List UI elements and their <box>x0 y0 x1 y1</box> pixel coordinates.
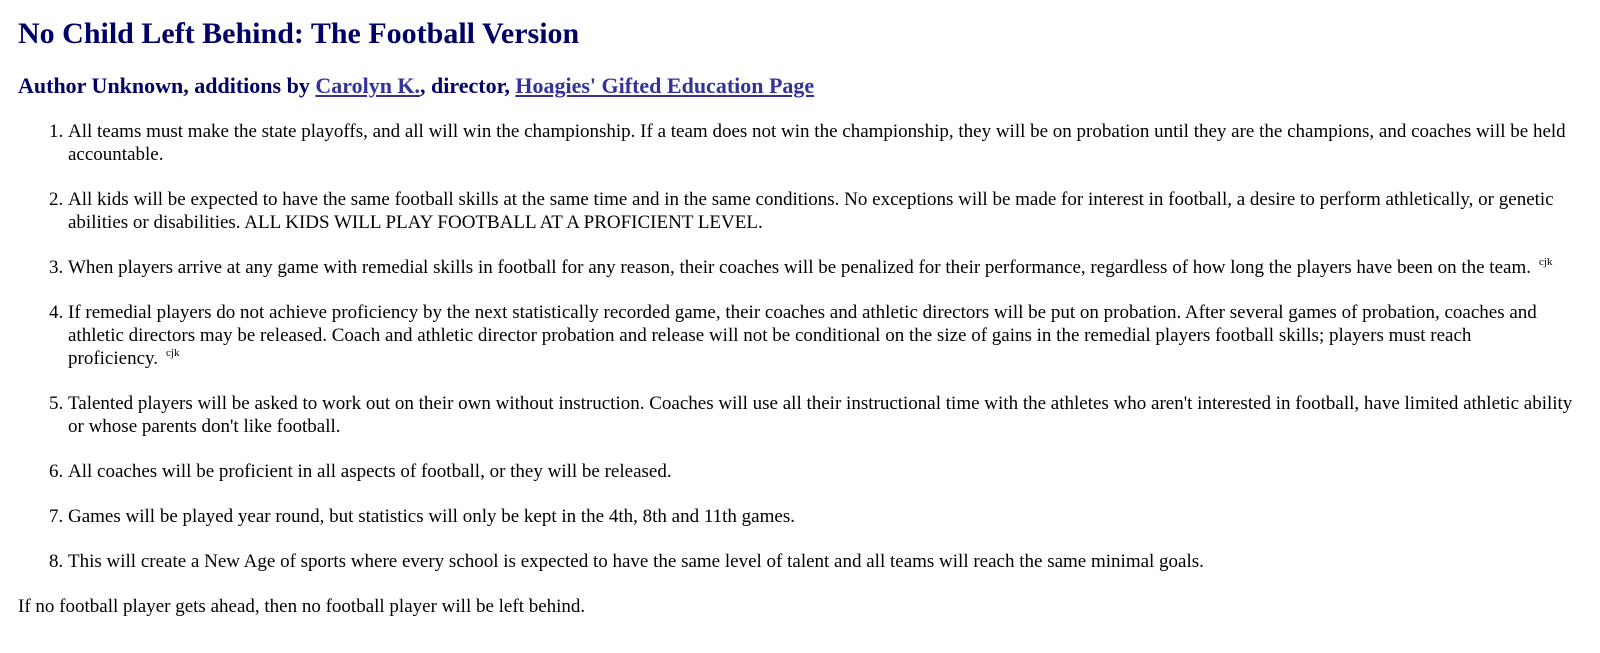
list-item <box>68 256 1582 279</box>
rule-text: When players arrive at any game with remedial skills in football for any reason, their coaches will be penalized for their performance, regardless of how long the players have been on the team. <box>68 257 1531 278</box>
rule-text: All teams must make the state playoffs, and all will win the championship. If a team does not win the championship, they will be on probation until they are the champions, and coaches will be held accountable. <box>68 121 1566 165</box>
rule-text: Games will be played year round, but statistics will only be kept in the 4th, 8th and 11th games. <box>68 506 795 527</box>
footnote-mark: cjk <box>166 347 180 359</box>
byline-middle: , director, <box>420 73 516 98</box>
footnote-mark: cjk <box>1538 256 1553 268</box>
page-title: No Child Left Behind: The Football Version <box>18 17 580 50</box>
rule-text: If remedial players do not achieve proficiency by the next statistically recorded game, their coaches and athletic directors will be put on probation. After several games of probation, coaches and athletic directors may be released. Coach and athletic director probation and release will not be conditional on the size of gains in the remedial players football skills; players must reach proficiency. <box>68 302 1537 369</box>
list-item <box>68 301 1582 370</box>
author-link[interactable]: Carolyn K. <box>315 73 421 98</box>
rule-text: All kids will be expected to have the same football skills at the same time and in the same conditions. No exceptions will be made for interest in football, a desire to perform athletically, or genetic abilities or disabilities. ALL KIDS WILL PLAY FOOTBALL AT A PROFICIENT LEVEL. <box>68 189 1554 233</box>
list-item <box>68 188 1582 234</box>
byline-prefix: Author Unknown, additions by <box>18 73 316 98</box>
list-item <box>68 120 1582 166</box>
site-link[interactable]: Hoagies' Gifted Education Page <box>515 73 815 98</box>
list-item <box>68 550 1582 573</box>
byline <box>18 72 1582 100</box>
list-item <box>68 505 1582 528</box>
list-item <box>68 460 1582 483</box>
list-item <box>68 392 1582 438</box>
rule-text: Talented players will be asked to work out on their own without instruction. Coaches will use all their instructional time with the athletes who aren't interested in football, have limited athletic ability or whose parents don't like football. <box>68 393 1573 437</box>
rule-text: All coaches will be proficient in all aspects of football, or they will be released. <box>68 461 672 482</box>
closing-statement: If no football player gets ahead, then no football player will be left behind. <box>18 596 586 617</box>
rules-list <box>18 120 1582 573</box>
rule-text: This will create a New Age of sports where every school is expected to have the same level of talent and all teams will reach the same minimal goals. <box>68 551 1204 572</box>
